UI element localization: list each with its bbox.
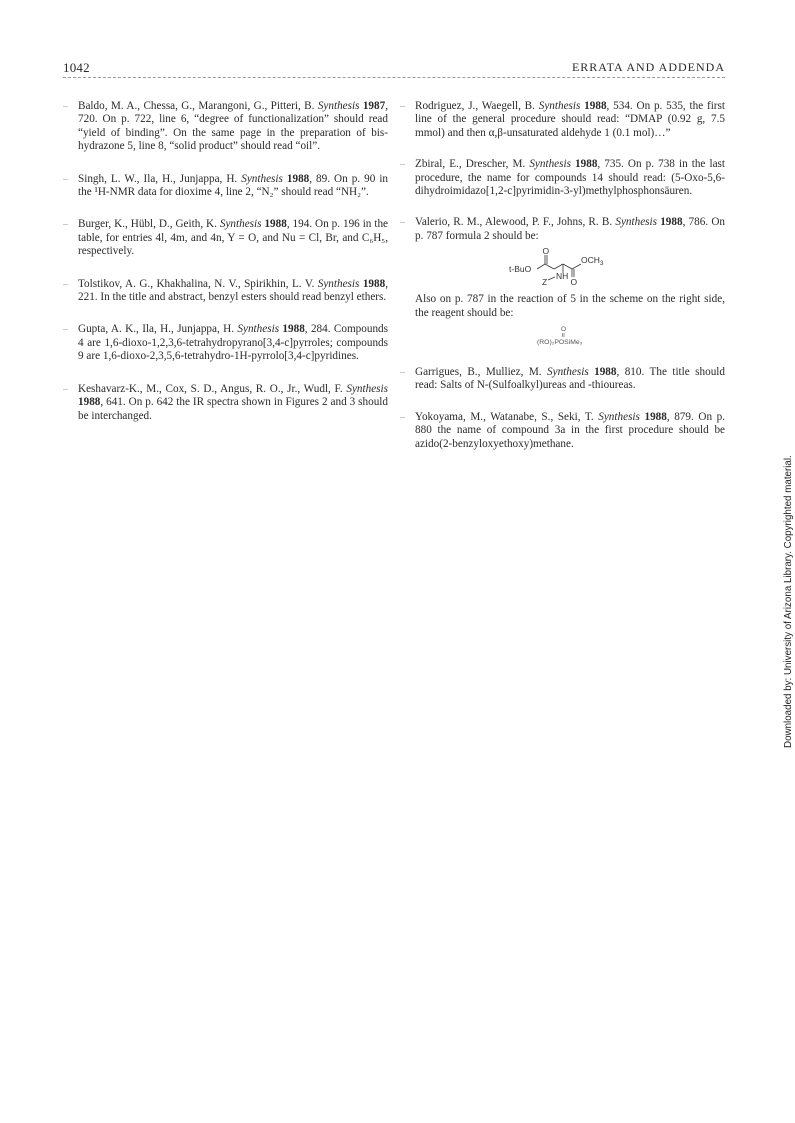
entry-journal: Synthesis — [317, 100, 360, 112]
entry-text — [78, 218, 388, 258]
erratum-entry — [63, 277, 388, 305]
entry-text — [415, 366, 725, 393]
entry-dash: – — [63, 101, 68, 112]
entry-dash: – — [400, 159, 405, 171]
page-header — [63, 60, 725, 80]
erratum-entry — [400, 410, 725, 451]
entry-text — [415, 216, 725, 243]
entry-text — [78, 278, 388, 305]
formula-z: Z — [542, 277, 548, 288]
entry-correction: , 534. On p. 535, the first line of the general procedure should read: “DMAP (0.92 g, 7.5 mmol) and then α,β-unsaturated aldehyde 1 (0.1 mol)…” — [415, 100, 725, 139]
formula-carbonyl-o-bottom: O — [570, 277, 578, 288]
entry-dash: – — [63, 278, 68, 290]
entry-year: 1988 — [584, 100, 607, 112]
entry-authors: Yokoyama, M., Watanabe, S., Seki, T. — [415, 410, 599, 423]
entry-authors: Rodriguez, J., Waegell, B. — [415, 100, 539, 112]
entry-dash: – — [400, 411, 405, 423]
erratum-entry — [400, 366, 726, 393]
entry-authors: Tolstikov, A. G., Khakhalina, N. V., Spirikhin, L. V. — [78, 277, 318, 290]
entry-text — [78, 100, 388, 154]
entry-authors: Gupta, A. K., Ila, H., Junjappa, H. — [78, 323, 238, 336]
entry-dash: – — [63, 324, 68, 336]
entry-dash: – — [400, 101, 405, 112]
entry-journal: Synthesis — [317, 277, 360, 290]
entry-authors: Garrigues, B., Mulliez, M. — [415, 366, 548, 379]
reagent-o: O — [561, 326, 567, 334]
entry-authors: Baldo, M. A., Chessa, G., Marangoni, G., Pitteri, B. — [78, 100, 318, 112]
entry-correction: , 221. In the title and abstract, benzyl esters should read benzyl ethers. — [78, 277, 388, 304]
entry-correction: , 720. On p. 722, line 6, “degree of functionalization” should read “yield of binding”. On the same page in the preparation of bis-hydrazone 5, line 8, “solid product” should read “oil”. — [78, 100, 388, 153]
entry-correction: , 284. Compounds 4 are 1,6-dioxo-1,2,3,6-tetrahydropyrano[3,4-c]pyrroles; compounds 9 are 1,6-dioxo-2,3,5,6-tetrahydro-1H-pyrrolo[3,4-c]pyridines. — [78, 323, 388, 363]
entry-dash: – — [400, 367, 405, 379]
entry-journal: Synthesis — [237, 323, 280, 336]
entry-correction: , 89. On p. 90 in the ¹H-NMR data for dioxime 4, line 2, “N₂” should read “NH₂”. — [78, 172, 389, 199]
reagent-formula — [415, 322, 725, 348]
entry-correction: , 641. On p. 642 the IR spectra shown in Figures 2 and 3 should be interchanged. — [78, 396, 388, 422]
formula-tbuo: t-BuO — [509, 264, 532, 275]
erratum-entry-valerio — [400, 216, 725, 348]
entry-text — [78, 383, 388, 423]
entry-authors: Zbiral, E., Drescher, M. — [415, 158, 530, 171]
entry-year: 1988 — [264, 218, 287, 231]
entry-correction: , 810. The title should read: Salts of N-(Sulfoalkyl)ureas and -thioureas. — [415, 366, 726, 392]
entry-journal: Synthesis — [615, 216, 657, 229]
entry-authors: Keshavarz-K., M., Cox, S. D., Angus, R. O., Jr., Wudl, F. — [78, 382, 347, 395]
erratum-entry — [63, 100, 388, 154]
entry-correction: , 879. On p. 880 the name of compound 3a in the first procedure should be azido(2-benzyloxyethoxy)methane. — [415, 410, 725, 450]
entry-year: 1988 — [644, 410, 667, 423]
left-column — [63, 100, 389, 442]
entry-dash: – — [400, 217, 405, 229]
header-rule — [63, 77, 725, 78]
formula-nh: NH — [556, 271, 569, 282]
entry-journal: Synthesis — [529, 158, 571, 171]
page-number: 1042 — [63, 60, 90, 75]
entry-correction: , 735. On p. 738 in the last procedure, the name for compounds 14 should read: (5-Oxo-5,6-dihydroimidazo[1,2-c]pyrimidin-3-yl)methylphosphonsäuren. — [415, 158, 726, 198]
reagent-main: (RO)₂POSiMe₃ — [537, 339, 583, 347]
erratum-entry — [400, 158, 726, 198]
svg-text:OCH3 — [581, 255, 604, 267]
entry-journal: Synthesis — [598, 410, 640, 423]
entry-text — [415, 158, 725, 198]
entry-authors: Valerio, R. M., Alewood, P. F., Johns, R. B. — [415, 216, 616, 229]
erratum-entry — [63, 218, 388, 258]
formula-och3-subscript: 3 — [599, 260, 604, 268]
entry-authors: Singh, L. W., Ila, H., Junjappa, H. — [78, 172, 242, 185]
entry-year: 1988 — [575, 158, 598, 171]
erratum-entry — [63, 172, 389, 200]
entry-journal: Synthesis — [538, 100, 581, 112]
entry-year: 1988 — [78, 396, 101, 409]
entry-year: 1987 — [362, 100, 386, 112]
entry-year: 1988 — [362, 277, 386, 290]
entry-text — [78, 323, 388, 363]
entry-text — [415, 411, 725, 451]
entry-text — [78, 173, 388, 200]
formula-och3: OCH — [581, 255, 600, 266]
entry-year: 1988 — [286, 172, 310, 185]
entry-dash: – — [63, 383, 68, 395]
erratum-entry — [400, 100, 725, 140]
download-watermark-text: Downloaded by: University of Arizona Library. Copyrighted material. — [783, 455, 794, 748]
entry-correction: , 194. On p. 196 in the table, for entries 4l, 4m, and 4n, Y = O, and Nu = Cl, Br, and C₆H₅, respectively. — [78, 218, 388, 258]
entry-dash: – — [63, 219, 68, 231]
erratum-entry — [63, 323, 388, 363]
entry-journal: Synthesis — [241, 172, 283, 185]
entry-correction: , 786. On p. 787 formula 2 should be: — [415, 216, 725, 242]
entry-authors: Burger, K., Hübl, D., Geith, K. — [78, 218, 220, 231]
structural-formula-2 — [415, 247, 725, 287]
formula-svg — [415, 247, 725, 287]
running-head: ERRATA AND ADDENDA — [571, 60, 725, 74]
formula-carbonyl-o-top: O — [542, 247, 550, 257]
entry-journal: Synthesis — [219, 218, 262, 231]
entry-journal: Synthesis — [346, 382, 388, 395]
entry-dash: – — [63, 173, 68, 185]
right-column — [400, 100, 726, 469]
reagent-svg — [415, 322, 725, 348]
entry-year: 1988 — [660, 216, 683, 229]
entry-year: 1988 — [282, 323, 305, 336]
erratum-entry — [63, 382, 388, 423]
entry-journal: Synthesis — [547, 366, 589, 379]
entry-text — [415, 100, 725, 140]
entry-year: 1988 — [594, 366, 617, 379]
entry-continuation: Also on p. 787 in the reaction of 5 in the scheme on the right side, the reagent should be: — [415, 293, 725, 319]
